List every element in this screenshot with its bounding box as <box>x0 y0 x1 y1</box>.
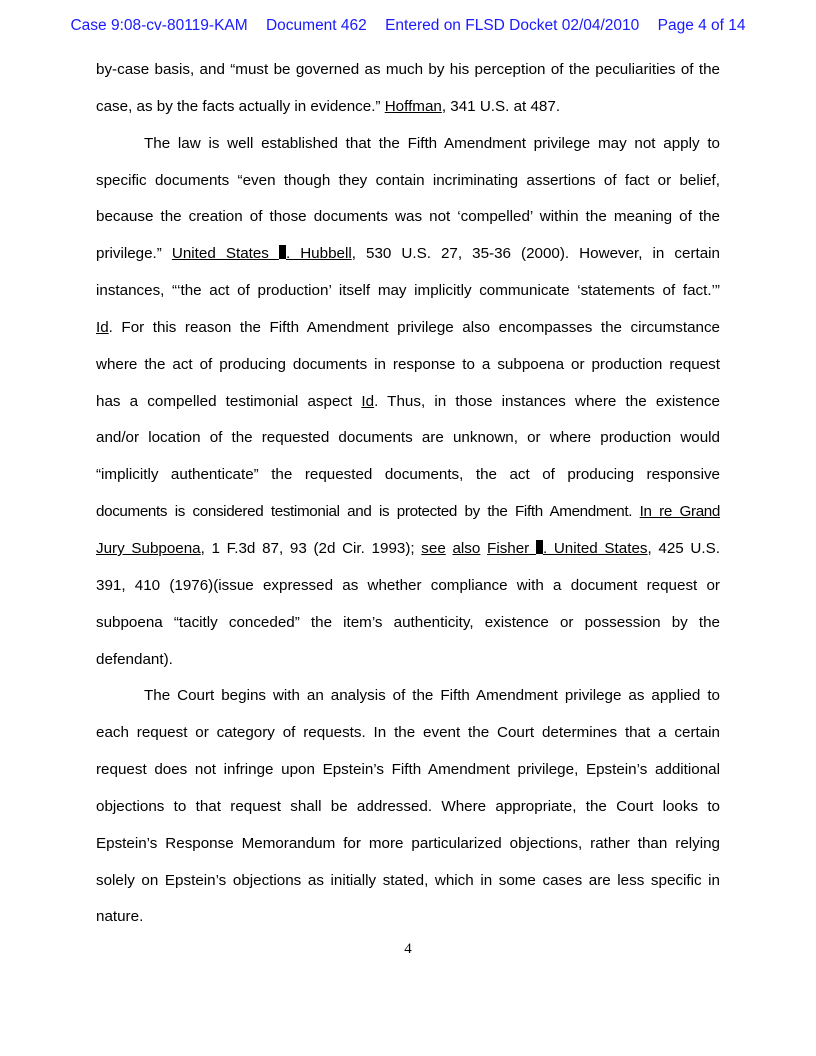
docket-header <box>0 17 816 35</box>
citation: Id <box>361 393 375 410</box>
case-number: Case 9:08-cv-80119-KAM <box>70 17 248 34</box>
citation: United States . Hubbell <box>171 245 352 262</box>
text-line: case, as by the facts actually in evidence.” Hoffman, 341 U.S. at 487. <box>96 98 561 115</box>
text-line: subpoena “tacitly conceded” the item’s authenticity, existence or possession by the <box>96 614 720 631</box>
text-line: has a compelled testimonial aspect Id. Thus, in those instances where the existence <box>96 393 720 410</box>
text-line: The law is well established that the Fifth Amendment privilege may not apply to <box>144 135 720 152</box>
text-line: 391, 410 (1976)(issue expressed as whether compliance with a document request or <box>96 577 720 594</box>
text-line: Epstein’s Response Memorandum for more particularized objections, rather than relying <box>96 835 720 852</box>
page-indicator: Page 4 of 14 <box>657 17 746 34</box>
citation: Fisher . United States <box>487 540 648 557</box>
text-line: instances, “‘the act of production’ itself may implicitly communicate ‘statements of fact.’” <box>96 282 720 299</box>
citation: In re Grand <box>639 503 720 520</box>
document-number: Document 462 <box>265 17 367 34</box>
text-line: documents is considered testimonial and is protected by the Fifth Amendment. In re Grand <box>96 503 720 520</box>
redaction-mark <box>536 540 543 554</box>
text-line: each request or category of requests. In the event the Court determines that a certain <box>96 724 720 741</box>
text-line: Id. For this reason the Fifth Amendment privilege also encompasses the circumstance <box>96 319 720 336</box>
citation: Id <box>96 319 109 336</box>
text-line: request does not infringe upon Epstein’s Fifth Amendment privilege, Epstein’s additional <box>96 761 720 778</box>
text-line: by-case basis, and “must be governed as much by his perception of the peculiarities of the <box>96 61 720 78</box>
text-line: solely on Epstein’s objections as initially stated, which in some cases are less specific in <box>96 872 720 889</box>
text-line: because the creation of those documents was not ‘compelled’ within the meaning of the <box>96 208 720 225</box>
text-line: where the act of producing documents in response to a subpoena or production request <box>96 356 720 373</box>
text-line: privilege.” United States . Hubbell, 530 U.S. 27, 35-36 (2000). However, in certain <box>96 245 720 262</box>
citation: Hoffman <box>384 98 442 115</box>
text-line: defendant). <box>96 651 173 668</box>
citation: Jury Subpoena <box>96 540 201 557</box>
redaction-mark <box>279 245 286 259</box>
text-line: Jury Subpoena, 1 F.3d 87, 93 (2d Cir. 1993); see also Fisher . United States, 425 U.S. <box>96 540 720 557</box>
page-number: 4 <box>404 941 412 957</box>
text-line: nature. <box>96 908 144 925</box>
text-line: “implicitly authenticate” the requested documents, the act of producing responsive <box>96 466 720 483</box>
text-line: The Court begins with an analysis of the Fifth Amendment privilege as applied to <box>144 687 720 704</box>
docket-entry: Entered on FLSD Docket 02/04/2010 <box>385 17 640 34</box>
text-line: specific documents “even though they contain incriminating assertions of fact or belief, <box>96 172 720 189</box>
text-line: and/or location of the requested documents are unknown, or where production would <box>96 429 720 446</box>
text-line: objections to that request shall be addressed. Where appropriate, the Court looks to <box>96 798 720 815</box>
